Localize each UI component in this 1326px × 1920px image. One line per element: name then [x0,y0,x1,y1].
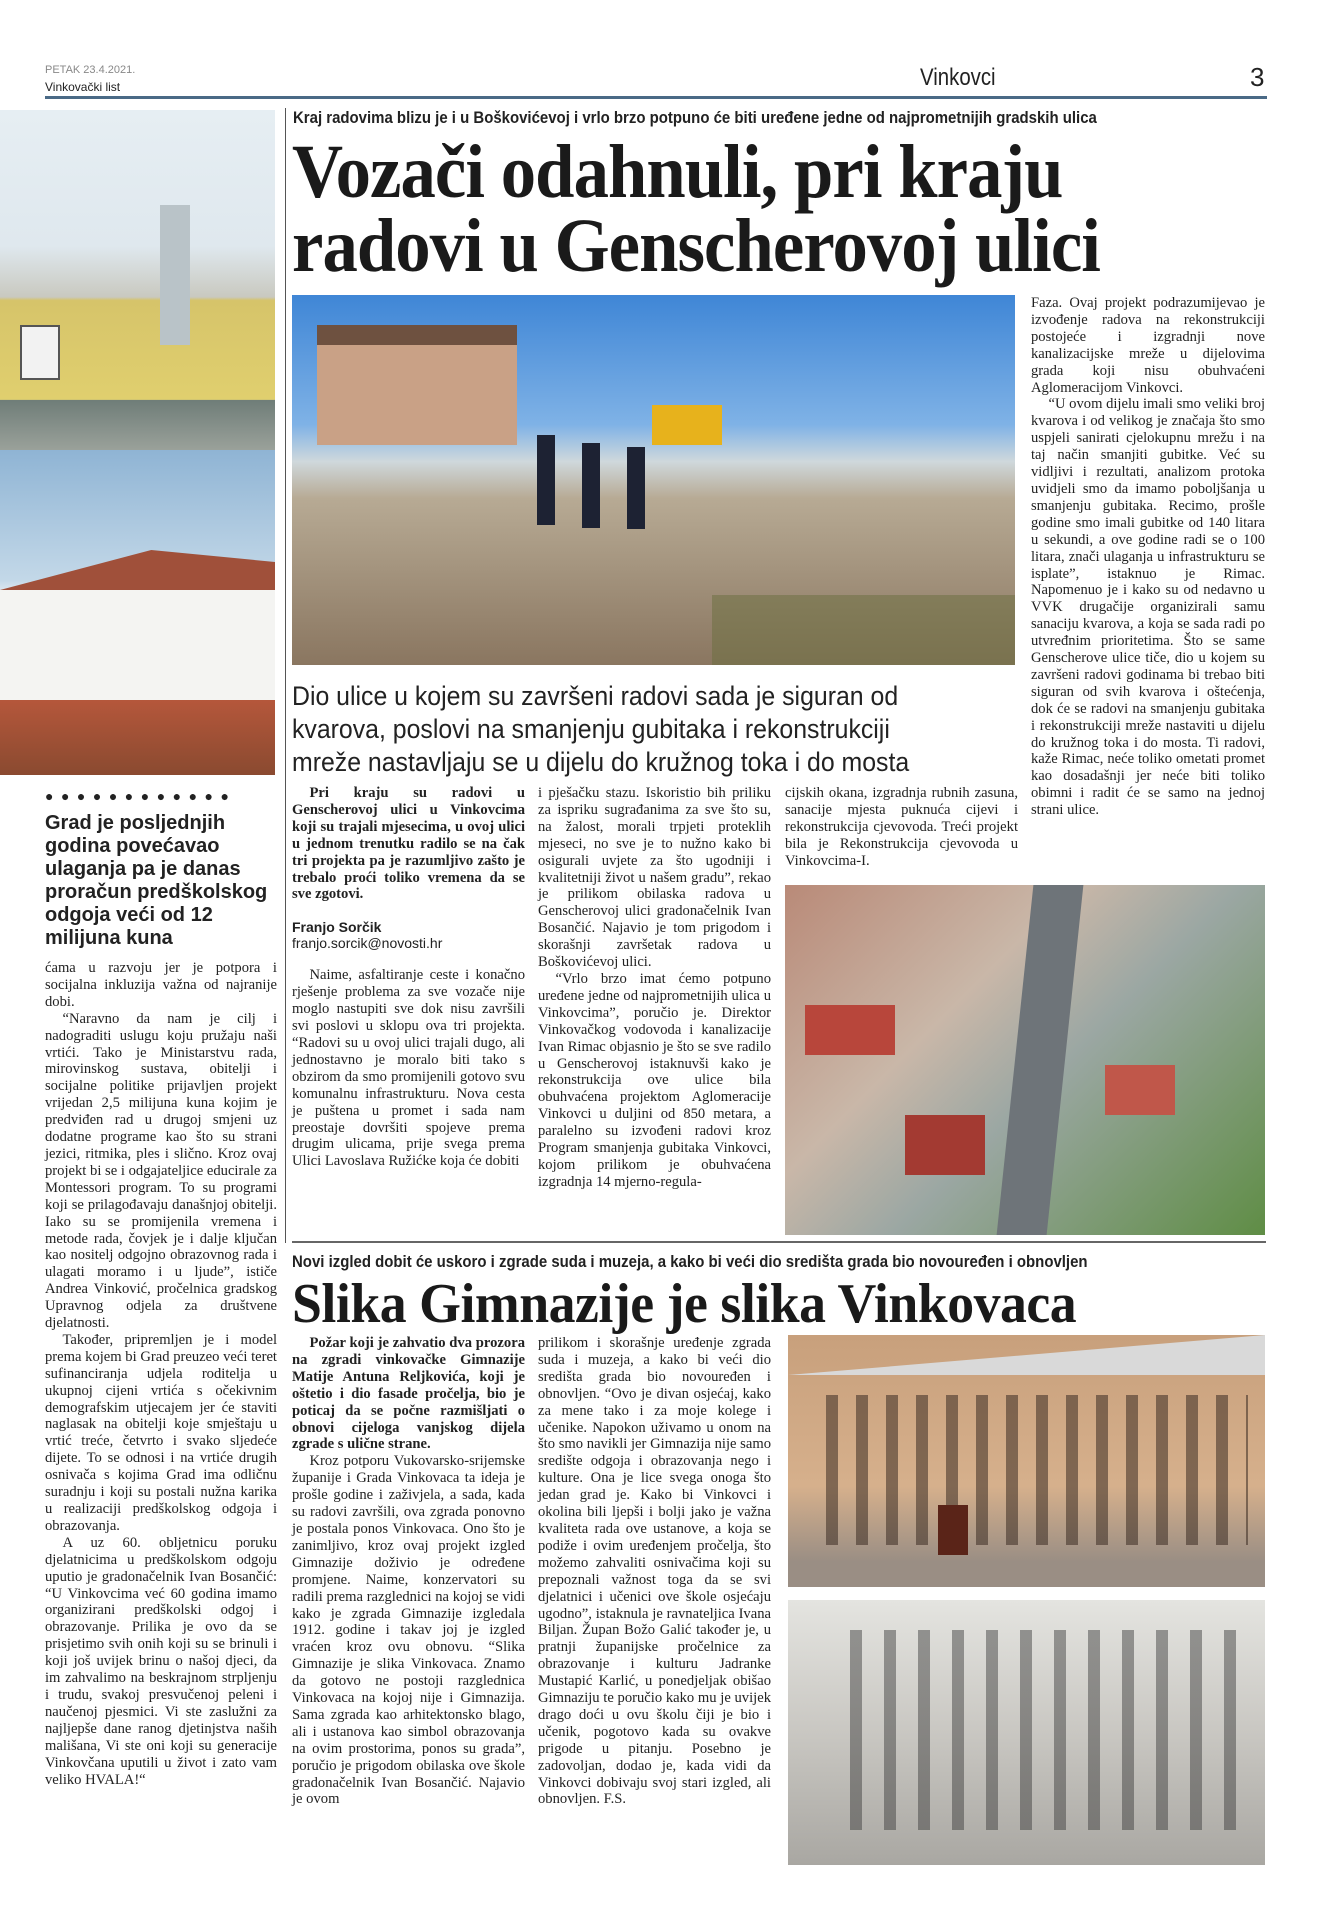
article1-column-3 [785,785,1018,870]
article1-title-line2: radovi u Genscherovoj ulici [292,204,1101,288]
article2-paragraph: Kroz potporu Vukovarsko-srijemske županije i Grada Vinkovaca ta ideja je prošle godine i zaživjela, a sada, kada su radovi završili, ova zgrada ponovno je postala ponos Vinkovaca. Ono što je zanimljivo, kroz ovaj projekt izgled Gimnazije doživio je određene promjene. Naime, konzervatori su radili prema razglednici na kojoj se vidi kako je zgrada Gimnazije izgledala 1912. godine i takav joj je izgled vraćen kroz ovu obnovu. “Slika Gimnazije je slika Vinkovaca. Znamo da gotovo ne postoji razglednica Vinkovaca na kojoj nije i Gimnazija. Sama zgrada kao arhitektonsko blago, ali i ustanova kao simbol obrazovanja na ovim prostorima, ponos su grada”, poručio je prigodom obilaska ove škole gradonačelnik Ivan Bosančić. Najavio je ovom [292,1453,525,1808]
author-email[interactable]: franjo.sorcik@novosti.hr [292,935,443,952]
article1-paragraph: i pješačku stazu. Iskoristio bih priliku za ispriku sugrađanima za sve što su, na žalost, morali trpjeti proteklih mjeseci, no sve je to nužno kako bi osigurali uvjete za što ugodniji i kvalitetniji život u našem gradu”, rekao je prilikom obilaska radova u Genscherovoj ulici gradonačelnik Ivan Bosančić. Najavio je tom prigodom i skorašnji završetak radova u Boškovićevoj ulici. [538,785,771,971]
sidebar-paragraph: A uz 60. obljetnicu poruku djelatnicima u predškolskom odgoju uputio je gradonačelnik Ivan Bosančić: “U Vinkovcima već 60 godina imamo organizirani predškolski odgoj i obrazovanje. Prilika je ovo da se prisjetimo svih onih koji su se brinuli i koji još uvijek brinu o našoj djeci, da im zahvalimo na beskrajnom strpljenju i trudu, svakoj presvučenoj peleni i naučenoj pjesmici. Vi ste zaslužni za najljepše dane ranog djetinjstva naših mališana, Vi ste oni koji su generacije Vinkovčana uputili u život i zato vam veliko HVALA!“ [45,1534,277,1788]
column-divider [285,108,286,1243]
article1-paragraph: Naime, asfaltiranje ceste i konačno rješenje problema za sve vozače nije moglo nastupiti sve dok nisu završili svi poslovi u sklopu ova tri projekta. “Radovi su u ovoj ulici trajali dugo, ali jednostavno je moralo biti tako s obzirom da smo promijenili gotovo svu komunalnu infrastrukturu. Nova cesta je puštena u promet i sada nam preostaje dovršiti spojeve prema drugim ulicama, prije svega prema Ulici Lavoslava Ružićke koja će dobiti [292,967,525,1170]
article1-paragraph: Faza. Ovaj projekt podrazumijevao je izvođenje radova na rekonstrukciji postojeće i izgradnji nove kanalizacijske mreže u dijelovima grada koji nisu obuhvaćeni Aglomeracijom Vinkovci. [1031,295,1265,396]
section-title: Vinkovci [920,64,996,91]
kindergarten-photo-white [0,450,275,775]
subtitle-line: Dio ulice u kojem su završeni radovi sada je siguran od [292,681,899,711]
sidebar-body [45,960,277,1788]
street-works-photo [292,295,1015,665]
article1-column-1 [292,785,525,1170]
sidebar-paragraph: “Naravno da nam je cilj i nadograditi uslugu koju pružaju naši vrtići. Tako je Ministarstvu rada, mirovinskog sustava, obitelji i socijalne politike prijavljen projekt vrijedan 2,5 milijuna kuna kojim je predviđen rad u drugoj smjeni uz dodatne programe kao što su strani jezici, ritmika, ples i slično. Kroz ovaj projekt bi se i odgajateljice educirale za Montessori program. To su programi koji se prilagođavaju današnjoj obitelji. Iako su se promijenila vremena i metode rada, čovjek je i dalje ključan kao nositelj odgojno obrazovnog rada i ulagati moramo i u ljude”, ističe Andrea Vinković, pročelnica gradskog Upravnog odjela za društvene djelatnosti. [45,1010,277,1332]
article1-column-4 [1031,295,1265,819]
article1-subtitle [292,680,909,779]
gymnasium-photo-new [788,1335,1265,1587]
paper-name: Vinkovački list [45,80,121,94]
article2-kicker: Novi izgled dobit će uskoro i zgrade suda i muzeja, a kako bi veći dio središta grada bio novouređen i obnovljen [292,1252,1088,1271]
author-name: Franjo Sorčik [292,919,382,936]
article1-column-2 [538,785,771,1191]
article1-paragraph: “Vrlo brzo imat ćemo potpuno uređene jedne od najprometnijih ulica u Vinkovcima”, poručio je. Direktor Vinkovačkog vodovoda i kanalizacije Ivan Rimac objasnio je što se sve radilo u Genscherovoj istaknuvši kako je rekonstrukcija ove ulice bila obuhvaćena projektom Aglomeracije Vinkovci u duljini od 850 metara, a paralelno su izvođeni radovi kroz Program smanjenja gubitaka Vinkovci, kojom prilikom je obuhvaćena izgradnja 14 mjerno-regula- [538,970,771,1190]
article1-paragraph: “U ovom dijelu imali smo veliki broj kvarova i od velikog je značaja što smo uspjeli sanirati cjelokupnu mrežu i na taj način smanjiti gubitke. Već su vidljivi i rezultati, analizom protoka uvidjeli smo da imamo poboljšanja u smanjenju gubitaka. Recimo, prošle godine smo imali gubitke od 140 litara u sekundi, a ove godine radi se o 100 litara, znači ulaganja u infrastrukturu se isplate”, istaknuo je Rimac. Napomenuo je i kako su od nedavno u VVK drugačije organizirali samu sanaciju kvarova, a koja se sada radi po utvređnim prioritetima. Što se same Genscherove ulice tiče, dio u kojem su završeni radovi godinama bi trebao biti siguran od svih kvarova i oštećenja, dok će se radovi na smanjenju gubitaka i rekonstrukciji mreže nastaviti u dijelu do kružnog toka i do mosta. Ti radovi, kaže Rimac, neće toliko ometati promet kao dosadašnji jer neće biti toliko obimni i radit će se samo na jednoj strani ulice. [1031,396,1265,819]
article1-title-line1: Vozači odahnuli, pri kraju [292,130,1063,214]
kindergarten-photo-yellow [0,110,275,450]
sidebar-paragraph: ćama u razvoju jer je potpora i socijalna inkluzija važna od najranije dobi. [45,960,277,1010]
aerial-town-photo [785,885,1265,1235]
article1-kicker: Kraj radovima blizu je i u Boškovićevoj i vrlo brzo potpuno će biti uređene jedne od najprometnijih gradskih ulica [293,108,1097,127]
page-number: 3 [1250,62,1265,92]
article1-paragraph: cijskih okana, izgradnja rubnih zasuna, sanacije mjesta puknuća cijevi i rekonstrukcija cjevovoda. Treći projekt bila je Rekonstrukcija cjevovoda u Vinkovcima-I. [785,785,1018,869]
gymnasium-photo-historic [788,1600,1265,1865]
article2-column-2 [538,1335,771,1808]
issue-date: PETAK 23.4.2021. [45,64,136,76]
subtitle-line: mreže nastavljaju se u dijelu do kružnog toka i do mosta [292,747,910,777]
decorative-dots: ●●●●●●●●●●●● [45,790,237,805]
article2-lead: Požar koji je zahvatio dva prozora na zgradi vinkovačke Gimnazije Matije Antuna Reljkovića, koji je oštetio i dio fasade pročelja, bio je poticaj da se počne razmišljati o obnovi cijeloga vanjskog dijela zgrade s ulične strane. [292,1335,525,1453]
article2-column-1 [292,1335,525,1808]
article-divider [292,1241,1266,1243]
sidebar-pullquote: Grad je posljednjih godina povećavao ulaganja pa je danas proračun predškolskog odgoja veći od 12 milijuna kuna [45,812,268,949]
subtitle-line: kvarova, poslovi na smanjenju gubitaka i rekonstrukciji [292,714,890,744]
article2-paragraph: prilikom i skorašnje uređenje zgrada suda i muzeja, a kako bi veći dio središta grada bio novouređen i obnovljen. “Ovo je divan osjećaj, kako za mene tako i za moje kolege i učenike. Napokon uživamo u onom na što smo navikli jer Gimnazija nije samo središte odgoja i obrazovanja nego i kulture. Ona je lice svega onoga što jedan grad je. Kako bi Vinkovci i okolina bili ljepši i bolji jako je važna kvaliteta rada ove ustanove, a koja se podiže i ovim uređenjem pročelja, što možemo zahvaliti osnivačima koji su prepoznali važnost toga da se svi djelatnici i učenici ove škole osjećaju ugodno”, istaknula je ravnateljica Ivana Biljan. Župan Božo Galić također je, u pratnji županijske pročelnice za obrazovanje i kulturu Jadranke Mustapić Karlić, u ponedjeljak obišao Gimnaziju te poručio kako mu je uvijek drago doći u ovu školu čiji je bio i učenik, pogotovo kada su ovakve prigode u pitanju. Posebno je zadovoljan, dodao je, kada vidi da Vinkovci dobivaju svoj stari izgled, ali obnovljen. F.S. [538,1335,771,1808]
article1-lead: Pri kraju su radovi u Genscherovoj ulici u Vinkovcima koji su trajali mjesecima, u ovoj ulici u jednom trenutku radilo se na čak tri projekta pa je razumljivo zašto je trebalo proći toliko vremena da se sve zgotovi. [292,785,525,903]
sidebar-paragraph: Također, pripremljen je i model prema kojem bi Grad preuzeo veći teret sufinanciranja udjela roditelja u ukupnoj cijeni vrtića s očekivnim demografskim utjecajem jer će staviti naglasak na obitelji koje smještaju u vrtić treće, četvrto i svako sljedeće dijete. To se odnosi i na vrtiće drugih osnivača s kojima Grad ima odličnu suradnju i koji su postali nužna karika u realizaciji predškolskog odgoja i obrazovanja. [45,1331,277,1534]
article2-title: Slika Gimnazije je slika Vinkovaca [292,1273,1077,1335]
header-rule [45,96,1267,99]
